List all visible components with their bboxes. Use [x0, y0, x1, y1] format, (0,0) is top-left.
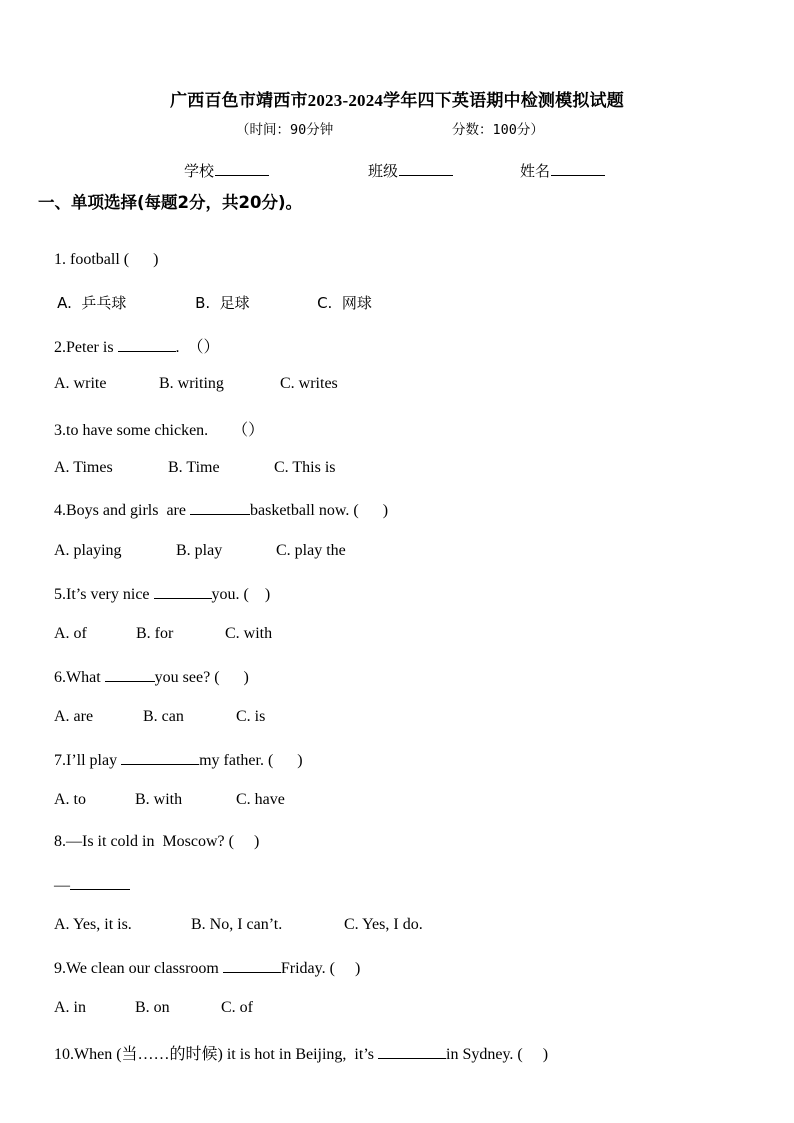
question-stem-end: my father. ( ) [199, 752, 303, 769]
question-stem-end: . （） [175, 339, 220, 356]
option-c[interactable]: C. have [236, 791, 285, 808]
question-stem: 3.to have some chicken. （） [54, 422, 265, 439]
question-stem-end: Friday. ( ) [280, 960, 361, 977]
option-b[interactable]: B. Time [168, 459, 220, 476]
option-b[interactable]: B. on [135, 999, 170, 1016]
class-blank[interactable] [399, 160, 453, 176]
question-stem-start: 5.It’s very nice [54, 586, 154, 603]
question-10 [38, 1023, 548, 1082]
name-label: 姓名 [520, 162, 551, 180]
exam-score: 分数：100分） [452, 122, 544, 138]
dash-prefix: — [54, 877, 70, 894]
class-label: 班级 [368, 162, 399, 180]
option-c[interactable]: C. is [236, 708, 266, 725]
question-stem-start: 2.Peter is [54, 339, 118, 356]
answer-blank[interactable] [105, 667, 155, 682]
school-blank[interactable] [215, 160, 269, 176]
question-stem: 1. football ( ) [54, 251, 159, 268]
option-b[interactable]: B. play [176, 542, 223, 559]
name-blank[interactable] [551, 160, 605, 176]
option-a[interactable]: A. Yes, it is. [54, 916, 132, 933]
option-c[interactable]: C. 网球 [317, 294, 372, 312]
class-field [368, 160, 453, 181]
option-b[interactable]: B. for [136, 625, 174, 642]
option-b[interactable]: B. with [135, 791, 183, 808]
school-field [184, 160, 269, 181]
answer-blank[interactable] [378, 1044, 446, 1059]
question-stem-start: 6.What [54, 669, 105, 686]
exam-title: 广西百色市靖西市2023-2024学年四下英语期中检测模拟试题 [170, 91, 624, 110]
option-c[interactable]: C. writes [280, 375, 338, 392]
question-stem-start: 10.When (当……的时候) it is hot in Beijing, it’s [54, 1046, 378, 1063]
option-c[interactable]: C. This is [274, 459, 336, 476]
option-b[interactable]: B. can [143, 708, 184, 725]
option-a[interactable]: A. playing [54, 542, 122, 559]
school-label: 学校 [184, 162, 215, 180]
question-stem-end: you. ( ) [211, 586, 271, 603]
exam-time: （时间：90分钟 [236, 122, 334, 138]
section-heading: 一、单项选择(每题2分，共20分)。 [38, 193, 303, 212]
question-stem-end: you see? ( ) [154, 669, 249, 686]
question-stem-start: 7.I’ll play [54, 752, 122, 769]
option-a[interactable]: A. in [54, 999, 86, 1016]
question-stem-start: 4.Boys and girls are [54, 502, 190, 519]
option-a[interactable]: A. 乒乓球 [57, 294, 127, 312]
option-c[interactable]: C. with [225, 625, 273, 642]
answer-blank[interactable] [121, 750, 199, 765]
question-stem: 8.—Is it cold in Moscow? ( ) [54, 833, 260, 850]
answer-blank[interactable] [154, 584, 212, 599]
question-stem-end: basketball now. ( ) [249, 502, 389, 519]
question-stem-end: in Sydney. ( ) [446, 1046, 549, 1063]
option-a[interactable]: A. write [54, 375, 107, 392]
answer-blank[interactable] [190, 500, 250, 515]
option-c[interactable]: C. play the [276, 542, 346, 559]
option-a[interactable]: A. are [54, 708, 94, 725]
answer-blank[interactable] [223, 958, 281, 973]
question-stem-start: 9.We clean our classroom [54, 960, 223, 977]
option-b[interactable]: B. writing [159, 375, 224, 392]
answer-blank[interactable] [118, 337, 176, 352]
option-c[interactable]: C. of [221, 999, 253, 1016]
option-a[interactable]: A. to [54, 791, 86, 808]
answer-blank[interactable] [70, 875, 130, 890]
option-a[interactable]: A. Times [54, 459, 113, 476]
option-c[interactable]: C. Yes, I do. [344, 916, 423, 933]
option-a[interactable]: A. of [54, 625, 87, 642]
option-b[interactable]: B. No, I can’t. [191, 916, 283, 933]
name-field [520, 160, 605, 181]
option-b[interactable]: B. 足球 [195, 294, 250, 312]
